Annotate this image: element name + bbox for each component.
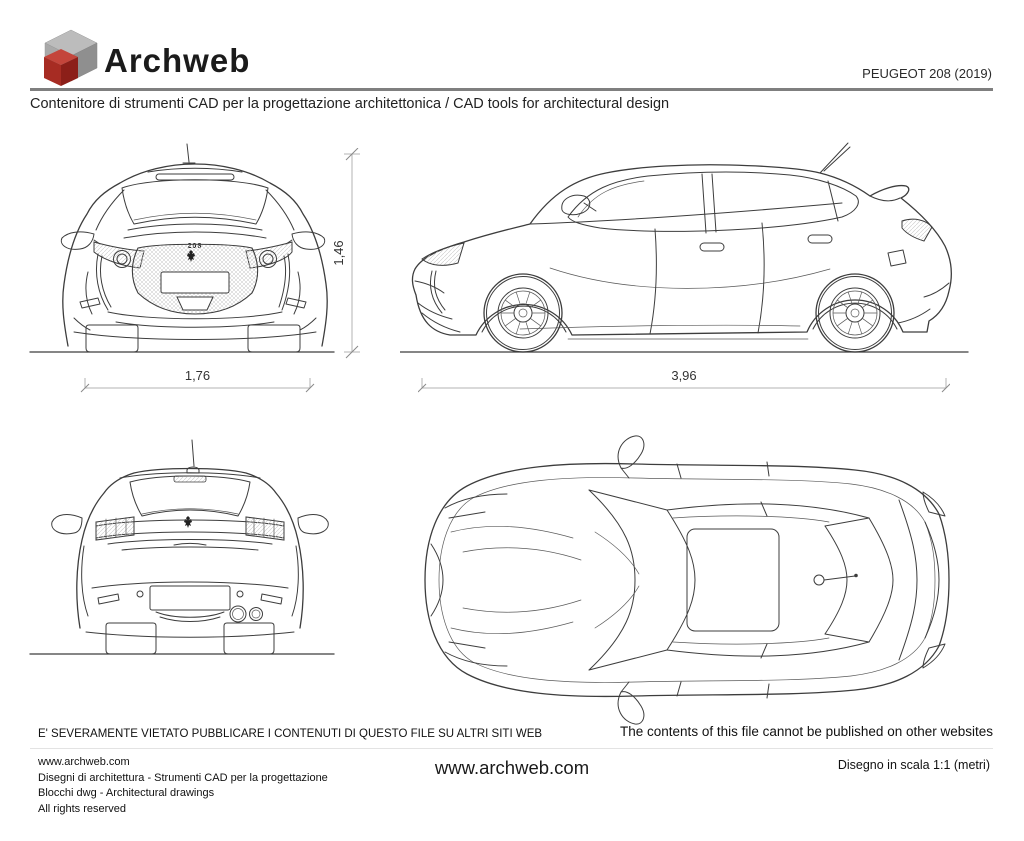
antenna <box>820 143 850 173</box>
rear-spoiler <box>870 196 900 201</box>
glasshouse <box>568 172 858 231</box>
dim-width-label: 1,76 <box>184 368 211 383</box>
lower-intake <box>177 297 213 310</box>
exhaust-pipes <box>230 606 263 622</box>
footer-info-line: All rights reserved <box>38 802 127 815</box>
scale-note: Disegno in scala 1:1 (metri) <box>837 758 990 772</box>
top-left-mirror <box>618 436 644 478</box>
peugeot-lion-icon <box>184 516 192 528</box>
dim-height-label: 1,46 <box>331 240 346 266</box>
footer-info-line: www.archweb.com <box>38 756 130 768</box>
footer-info-line: Disegni di architettura - Strumenti CAD per la progettazione <box>38 771 328 784</box>
front-license-plate <box>161 272 229 293</box>
right-mirror <box>298 515 328 534</box>
rear-wheel <box>816 274 894 352</box>
sunroof <box>687 529 779 631</box>
brake-light <box>174 476 206 482</box>
rear-left-wheel <box>106 623 156 654</box>
footer-info-line: Blocchi dwg - Architectural drawings <box>38 787 215 799</box>
top-right-mirror <box>618 682 644 724</box>
notice-english: The contents of this file cannot be published on other websites <box>620 724 993 739</box>
top-view-drawing <box>415 432 960 728</box>
rear-view-drawing <box>28 436 358 664</box>
rear-door-handle <box>808 235 832 243</box>
wipers <box>595 532 639 628</box>
rear-window-edge <box>825 526 847 634</box>
sheet-subtitle: Contenitore di strumenti CAD per la progettazione architettonica / CAD tools for architectural design <box>30 96 670 112</box>
footer-divider <box>30 748 993 749</box>
rear-right-wheel <box>224 623 274 654</box>
side-mirror <box>562 195 596 214</box>
rear-license-plate <box>150 586 230 610</box>
archweb-logo-icon <box>40 28 102 88</box>
side-view-drawing <box>400 133 975 358</box>
brand-title: Archweb <box>104 42 251 79</box>
model-label: PEUGEOT 208 (2019) <box>862 66 992 81</box>
dimension-line-width <box>80 376 315 396</box>
fuel-door <box>888 250 906 266</box>
headlight <box>422 243 464 265</box>
front-door-handle <box>700 243 724 251</box>
header-divider <box>30 88 993 91</box>
left-mirror <box>52 515 82 534</box>
roof-antenna <box>814 574 858 585</box>
antenna <box>183 144 195 163</box>
notice-italian: E' SEVERAMENTE VIETATO PUBBLICARE I CONTENUTI DI QUESTO FILE SU ALTRI SITI WEB <box>38 728 543 740</box>
windshield-edge <box>589 490 635 670</box>
dimension-line-length <box>418 376 950 396</box>
site-url: www.archweb.com <box>434 757 590 778</box>
front-left-wheel <box>86 325 138 352</box>
front-right-wheel <box>248 325 300 352</box>
front-view-drawing <box>28 136 358 366</box>
dim-length-label: 3,96 <box>671 368 697 383</box>
windshield <box>122 180 268 224</box>
